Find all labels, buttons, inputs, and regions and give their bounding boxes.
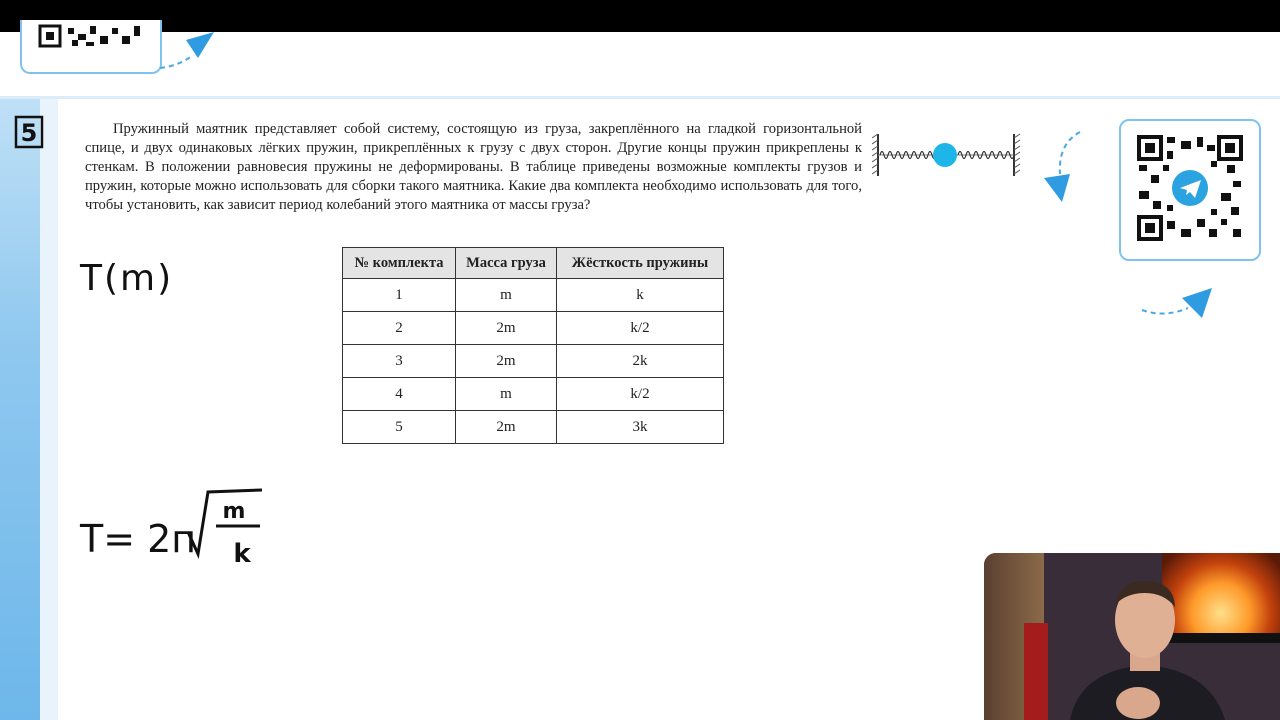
table-cell: 2m (456, 411, 557, 444)
column-header: Масса груза (456, 248, 557, 279)
table-cell: m (456, 378, 557, 411)
spring-pendulum-diagram (872, 130, 1022, 180)
table-row (343, 345, 724, 378)
background-banner (1024, 623, 1048, 720)
section-divider (0, 96, 1280, 99)
table-cell: 5 (343, 411, 456, 444)
table-row (343, 378, 724, 411)
right-spring (958, 152, 1014, 159)
table-cell: k/2 (557, 378, 724, 411)
pendulum-ball (933, 143, 957, 167)
paper-plane-icon (158, 28, 218, 72)
column-header: № комплекта (343, 248, 456, 279)
problem-text: Пружинный маятник представляет собой систему, состоящую из груза, закреплённого на гладкой горизонтальной спице, и двух одинаковых лёгких пружин, прикреплённых к грузу с двух сторон. Другие концы пружин прикреплены к стенкам. В положении равновесия пружины не деформированы. В таблице приведены возможные комплекты грузов и пружин, которые можно использовать для сборки такого маятника. Какие два комплекта необходимо использовать для того, чтобы установить, как зависит период колебаний этого маятника от массы груза? (85, 121, 862, 213)
previous-qr-card (20, 20, 162, 74)
question-number: 5 (20, 119, 38, 147)
table-row (343, 312, 724, 345)
telegram-qr-card[interactable] (1119, 119, 1261, 261)
qr-code-icon (38, 24, 144, 48)
table-cell: 3k (557, 411, 724, 444)
left-sidebar-margin (40, 99, 58, 720)
table-cell: m (456, 279, 557, 312)
table-cell: 4 (343, 378, 456, 411)
paper-plane-icon (1040, 128, 1090, 208)
left-sidebar (0, 99, 40, 720)
handwritten-formula (76, 484, 276, 574)
table-row (343, 279, 724, 312)
table-cell: 3 (343, 345, 456, 378)
handwritten-note: T(m) (80, 258, 174, 299)
table-cell: 2k (557, 345, 724, 378)
table-row (343, 411, 724, 444)
telegram-qr-icon (1137, 135, 1243, 241)
presenter (1060, 575, 1230, 720)
formula-left-part: T= 2п (80, 517, 197, 561)
table-cell: 2 (343, 312, 456, 345)
table-cell: 2m (456, 345, 557, 378)
formula-numerator: m (222, 499, 246, 524)
column-header: Жёсткость пружины (557, 248, 724, 279)
data-table (342, 247, 724, 444)
presenter-webcam (984, 553, 1280, 720)
table-cell: k (557, 279, 724, 312)
table-cell: 1 (343, 279, 456, 312)
table-cell: k/2 (557, 312, 724, 345)
formula-denominator: k (233, 539, 251, 569)
left-spring (880, 152, 936, 159)
question-number-badge (14, 115, 46, 149)
paper-plane-icon (1140, 284, 1216, 324)
table-header-row (343, 248, 724, 279)
table-cell: 2m (456, 312, 557, 345)
